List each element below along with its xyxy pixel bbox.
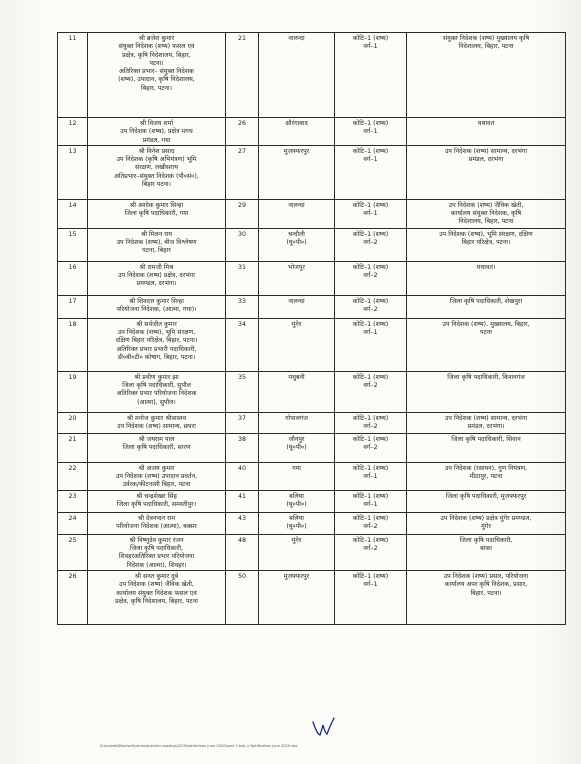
home-district-cell	[259, 199, 335, 228]
new-posting-cell	[407, 145, 566, 199]
new-posting-line: कार्यालय अपर कृषि निदेशक, प्रसार,	[444, 581, 528, 589]
home-district-line: चन्दौली	[288, 230, 305, 238]
table-row	[58, 412, 566, 433]
grade-line: कोटि–1 (शष्य)	[352, 201, 389, 209]
grade-cell	[335, 534, 407, 570]
officer-name-line: श्री अजय कुमार	[138, 464, 175, 472]
grade-cell	[335, 490, 407, 512]
officer-name-line: उप निदेशक (शष्य), बीज विश्लेषण	[116, 239, 197, 247]
officer-name-line: परियोजना निदेशक, (आत्मा, गया)।	[116, 306, 197, 314]
grade-cell	[335, 145, 407, 199]
home-district-line: (यू०पी०)	[286, 501, 307, 509]
grade-line: वर्ग–1	[363, 329, 378, 337]
home-district-cell	[259, 412, 335, 433]
serial-number-cell: 25	[58, 534, 88, 570]
officer-name-line: कार्यालय संयुक्त निदेशक फसल एवं	[116, 589, 197, 597]
new-posting-cell	[407, 199, 566, 228]
new-posting-cell	[407, 412, 566, 433]
home-district-line: बलिया	[289, 492, 304, 500]
officer-name-line: संयुक्त निदेशक (शष्य) फसल एवं	[118, 43, 195, 51]
serial-number-cell: 22	[58, 462, 88, 490]
new-posting-line: प्रमंडल, दरभंगा।	[467, 423, 505, 431]
officer-name-line: श्री मिलन राय	[140, 230, 173, 238]
serial-number-cell: 20	[58, 412, 88, 433]
new-posting-cell	[407, 318, 566, 371]
officer-name-designation-cell	[88, 512, 226, 534]
new-posting-cell	[407, 534, 566, 570]
new-posting-cell	[407, 490, 566, 512]
new-posting-line: जिला कृषि पदाधिकारी, मुजफ्फरपुर	[445, 492, 527, 500]
officer-name-line: जिला कृषि पदाधिकारी, समस्तीपुर।	[116, 501, 197, 509]
home-district-line: औरंगाबाद	[285, 120, 308, 127]
grade-line: कोटि–1 (शष्य)	[352, 536, 389, 544]
officer-name-line: उप निदेशक (शष्य) प्रक्षेत्र, दरभंगा	[118, 272, 195, 280]
officer-name-line: श्री देवनन्दन राम	[137, 514, 176, 522]
home-district-cell	[259, 512, 335, 534]
new-posting-cell	[407, 295, 566, 318]
officer-name-line: श्री चन्द्रशेखर सिंह	[136, 492, 177, 500]
serial-number-cell: 15	[58, 228, 88, 261]
grade-line: कोटि–1 (शष्य)	[352, 147, 389, 155]
grade-line: वर्ग–1	[363, 210, 378, 218]
home-district-cell	[259, 490, 335, 512]
officer-name-line: उप निदेशक (शष्य), भूमि संरक्षण,	[117, 329, 196, 337]
new-posting-line: उप निदेशक (शष्य) सामान्य, दरभंगा	[444, 147, 528, 155]
grade-line: वर्ग–2	[363, 272, 378, 280]
new-posting-cell	[407, 33, 566, 118]
officer-name-line: दक्षिण बिहार परिक्षेत्र, बिहार, पटना।	[115, 337, 198, 345]
officer-name-line: श्री ब्रजेश कुमार	[138, 35, 175, 42]
officer-name-line: पटना।	[149, 59, 164, 67]
officer-name-line: अतिरिक्त प्रभार परियोजना निदेशक	[116, 390, 197, 398]
grade-cell	[335, 462, 407, 490]
new-posting-cell	[407, 118, 566, 146]
table-row	[58, 199, 566, 228]
officer-name-line: श्री रामजी मिश्र	[139, 263, 174, 271]
new-posting-line: उप निदेशक (शष्य) जैविक खेती,	[448, 201, 524, 209]
grade-line: कोटि–1 (शष्य)	[352, 435, 389, 443]
officer-name-line: प्रमण्डल, दरभंगा।	[136, 280, 177, 288]
grade-line: कोटि–1 (शष्य)	[352, 373, 389, 381]
grade-line: कोटि–1 (शष्य)	[352, 230, 389, 238]
home-district-cell	[259, 462, 335, 490]
home-district-cell	[259, 534, 335, 570]
home-district-cell	[259, 261, 335, 295]
officer-name-designation-cell	[88, 145, 226, 199]
officer-name-line: अतिरिक्त प्रभार प्रभारी पदाधिकारी,	[116, 345, 197, 353]
officer-name-designation-cell	[88, 199, 226, 228]
home-district-line: मुजफ्फरपुर	[283, 572, 310, 580]
home-district-cell	[259, 145, 335, 199]
footer-file-path: D:\avjeet\Bihar\adl\varies\transfer posting\2020\sahfertsan june 2020\sanl-1 bub-1 Notification june 2020.doc	[100, 744, 298, 748]
officer-name-line: पटना, बिहार	[142, 247, 171, 255]
home-district-line: मुजफ्फरपुर	[283, 147, 310, 155]
new-posting-line: यथावत।	[476, 263, 496, 271]
serial-number-cell: 12	[58, 118, 88, 146]
grade-line: कोटि–1 (शष्य)	[352, 120, 389, 127]
officer-name-designation-cell	[88, 33, 226, 118]
officer-name-designation-cell	[88, 570, 226, 624]
seniority-number-cell: 29	[226, 199, 259, 228]
home-district-line: (यू०पी०)	[286, 444, 307, 452]
grade-cell	[335, 199, 407, 228]
officer-name-line: शिवहरअतिरिक्त प्रभार परियोजना	[118, 553, 195, 561]
serial-number-cell: 24	[58, 512, 88, 534]
signature-mark	[311, 716, 335, 738]
home-district-line: मुंगेर	[291, 320, 302, 328]
new-posting-line: मीठापुर, पटना	[469, 473, 503, 481]
officer-name-line: संरक्षण, लखीसराय	[134, 164, 179, 172]
grade-line: वर्ग–2	[363, 444, 378, 452]
officer-name-line: प्रक्षेत्र, कृषि निदेशालय, बिहार,	[122, 51, 191, 59]
grade-line: वर्ग–1	[363, 156, 378, 164]
new-posting-line: जिला कृषि पदाधिकारी, शेखपुरा	[449, 297, 523, 305]
home-district-line: मुंगेर	[291, 536, 302, 544]
officer-name-line: उप निदेशक (कृषि अभियंत्रण) भूमि	[116, 156, 197, 164]
table-body	[58, 33, 566, 625]
officer-name-line: श्री विजय शर्मा	[139, 120, 174, 127]
new-posting-line: बिहार, पटना।	[470, 589, 502, 597]
table-row	[58, 512, 566, 534]
home-district-cell	[259, 318, 335, 371]
officer-name-line: अतिप्रभार–संयुक्त निदेशक (पौ०सं०),	[114, 172, 199, 180]
officer-name-line: उप निदेशक (शष्य) उपादान प्रवर्तन,	[115, 473, 197, 481]
grade-line: कोटि–1 (शष्य)	[352, 320, 389, 328]
home-district-line: (यू०पी०)	[286, 239, 307, 247]
seniority-number-cell: 38	[226, 433, 259, 462]
seniority-number-cell: 48	[226, 534, 259, 570]
officer-name-line: जिला कृषि पदाधिकारी,	[129, 545, 184, 553]
seniority-number-cell: 26	[226, 118, 259, 146]
officer-name-line: श्री विनेश प्रसाद	[138, 147, 175, 155]
home-district-line: नालन्दा	[288, 201, 305, 209]
officer-name-line: निदेशक (आत्मा), शिवहर।	[126, 561, 187, 569]
grade-cell	[335, 512, 407, 534]
serial-number-cell: 18	[58, 318, 88, 371]
grade-line: कोटि–1 (शष्य)	[352, 572, 389, 580]
home-district-cell	[259, 570, 335, 624]
officer-name-line: उर्वरक/कीटनाशी बिहार, पटना	[122, 481, 191, 489]
officer-name-designation-cell	[88, 118, 226, 146]
new-posting-line: कार्यालय संयुक्त निदेशक, कृषि	[450, 210, 522, 218]
table-row	[58, 145, 566, 199]
grade-cell	[335, 228, 407, 261]
new-posting-line: जिला कृषि पदाधिकारी, किशनगंज	[447, 373, 525, 381]
new-posting-line: यथावत	[477, 120, 495, 127]
serial-number-cell: 23	[58, 490, 88, 512]
new-posting-cell	[407, 433, 566, 462]
grade-cell	[335, 318, 407, 371]
grade-line: कोटि–1 (शष्य)	[352, 492, 389, 500]
serial-number-cell: 14	[58, 199, 88, 228]
serial-number-cell: 16	[58, 261, 88, 295]
grade-line: कोटि–1 (शष्य)	[352, 263, 389, 271]
grade-cell	[335, 433, 407, 462]
new-posting-line: उप निदेशक (रसायन), गुण नियंत्रण,	[444, 464, 528, 472]
home-district-cell	[259, 228, 335, 261]
grade-line: वर्ग–2	[363, 523, 378, 531]
transfer-posting-table	[57, 32, 566, 625]
table-row	[58, 490, 566, 512]
serial-number-cell: 11	[58, 33, 88, 118]
new-posting-cell	[407, 371, 566, 412]
seniority-number-cell: 43	[226, 512, 259, 534]
new-posting-line: बिहार परिक्षेत्र, पटना।	[461, 239, 511, 247]
grade-cell	[335, 412, 407, 433]
grade-line: वर्ग–2	[363, 382, 378, 390]
officer-name-line: जिला कृषि पदाधिकारी, सारण	[122, 444, 191, 452]
serial-number-cell: 21	[58, 433, 88, 462]
new-posting-line: जिला कृषि पदाधिकारी, सिवान	[451, 435, 521, 443]
home-district-cell	[259, 33, 335, 118]
new-posting-line: निदेशालय, बिहार, पटना	[458, 43, 514, 51]
seniority-number-cell: 35	[226, 371, 259, 412]
new-posting-line: पटना	[480, 329, 492, 337]
officer-name-line: श्री शिवदत्त कुमार सिन्हा	[129, 297, 184, 305]
grade-line: वर्ग–2	[363, 239, 378, 247]
seniority-number-cell: 34	[226, 318, 259, 371]
seniority-number-cell: 30	[226, 228, 259, 261]
officer-name-line: श्री मनोज कुमार श्रीवास्तव	[126, 414, 187, 422]
grade-line: वर्ग–2	[363, 306, 378, 314]
officer-name-line: (आत्मा), सुपौल।	[137, 398, 176, 406]
officer-name-line: बिहार, पटना।	[140, 84, 173, 92]
grade-cell	[335, 570, 407, 624]
home-district-line: नालन्दा	[288, 35, 305, 42]
grade-line: कोटि–1 (शष्य)	[352, 514, 389, 522]
new-posting-cell	[407, 512, 566, 534]
seniority-number-cell: 37	[226, 412, 259, 433]
new-posting-cell	[407, 462, 566, 490]
officer-name-line: बिहार पटना।	[141, 181, 172, 189]
grade-line: कोटि–1 (शष्य)	[352, 414, 389, 422]
officer-name-designation-cell	[88, 412, 226, 433]
home-district-cell	[259, 295, 335, 318]
home-district-line: जौनपुर	[288, 435, 305, 443]
officer-name-line: श्री जयराम पाल	[138, 435, 175, 443]
home-district-cell	[259, 118, 335, 146]
seniority-number-cell: 27	[226, 145, 259, 199]
table-row	[58, 570, 566, 624]
home-district-line: (यू०पी०)	[286, 523, 307, 531]
officer-name-line: श्री विष्णुदेव कुमार रंजन	[129, 536, 184, 544]
new-posting-line: उप निदेशक (शष्य) सामान्य, दरभंगा	[444, 414, 528, 422]
grade-cell	[335, 371, 407, 412]
home-district-line: गया	[292, 464, 301, 472]
officer-name-designation-cell	[88, 433, 226, 462]
grade-line: वर्ग–2	[363, 545, 378, 553]
grade-cell	[335, 33, 407, 118]
officer-name-designation-cell	[88, 534, 226, 570]
officer-name-designation-cell	[88, 462, 226, 490]
officer-name-line: अतिरिक्त प्रभार– संयुक्त निदेशक	[118, 68, 195, 76]
officer-name-line: श्री अशोक कुमार सिन्हा	[129, 201, 184, 209]
new-posting-line: उप निदेशक (शष्य) प्रसार, परियोजना	[443, 572, 529, 580]
new-posting-cell	[407, 228, 566, 261]
grade-cell	[335, 261, 407, 295]
officer-name-line: प्रमंडल, गया	[142, 136, 171, 144]
home-district-line: गोपालगंज	[285, 414, 308, 422]
table-row	[58, 462, 566, 490]
grade-line: वर्ग–1	[363, 128, 378, 136]
grade-line: वर्ग–1	[363, 473, 378, 481]
seniority-number-cell: 40	[226, 462, 259, 490]
officer-name-designation-cell	[88, 318, 226, 371]
officer-name-line: परियोजना निदेशक (आत्मा), बक्सर	[116, 523, 197, 531]
table-row	[58, 433, 566, 462]
serial-number-cell: 13	[58, 145, 88, 199]
grade-line: वर्ग–1	[363, 581, 378, 589]
home-district-line: भोजपुर	[288, 263, 305, 271]
new-posting-line: मुंगेर	[481, 523, 491, 531]
home-district-cell	[259, 433, 335, 462]
grade-line: वर्ग–2	[363, 423, 378, 431]
officer-name-line: डी०बी०टी० कोषांग, बिहार, पटना।	[117, 354, 196, 362]
table-row	[58, 295, 566, 318]
officer-name-line: उप निदेशक (शष्य), प्रक्षेत्र मगध	[120, 128, 193, 136]
new-posting-cell	[407, 570, 566, 624]
seniority-number-cell: 21	[226, 33, 259, 118]
seniority-number-cell: 50	[226, 570, 259, 624]
grade-line: वर्ग–1	[363, 43, 378, 51]
officer-name-designation-cell	[88, 228, 226, 261]
home-district-line: मधुबनी	[288, 373, 305, 381]
table-row	[58, 261, 566, 295]
new-posting-line: निदेशालय, बिहार, पटना	[458, 218, 514, 226]
officer-name-designation-cell	[88, 261, 226, 295]
new-posting-cell	[407, 261, 566, 295]
officer-name-line: जिला कृषि पदाधिकारी, गया	[124, 210, 189, 218]
new-posting-line: उप निदेशक (शष्य), भूमि संरक्षण, दक्षिण	[439, 230, 533, 238]
new-posting-line: उप निदेशक (शष्य) प्रक्षेत्र मुंगेर प्रमण्डल,	[440, 514, 532, 522]
seniority-number-cell: 31	[226, 261, 259, 295]
table-row	[58, 118, 566, 146]
officer-name-line: जिला कृषि पदाधिकारी, सुपौल	[122, 382, 191, 390]
grade-line: कोटि–1 (शष्य)	[352, 35, 389, 42]
grade-line: वर्ग–1	[363, 501, 378, 509]
new-posting-line: बांका	[480, 545, 492, 553]
officer-name-designation-cell	[88, 490, 226, 512]
new-posting-line: संयुक्त निदेशक (शष्य) मुख्यालय कृषि	[442, 35, 530, 42]
new-posting-line: जिला कृषि पदाधिकारी,	[459, 536, 513, 544]
officer-name-line: प्रक्षेत्र, कृषि निदेशालय, बिहार, पटना	[115, 597, 198, 605]
officer-name-line: श्री सर्वजीत कुमार	[136, 320, 177, 328]
officer-name-line: उप निदेशक (शष्य) जैविक खेती,	[119, 581, 194, 589]
grade-line: कोटि–1 (शष्य)	[352, 297, 389, 305]
seniority-number-cell: 33	[226, 295, 259, 318]
grade-line: कोटि–1 (शष्य)	[352, 464, 389, 472]
serial-number-cell: 26	[58, 570, 88, 624]
officer-name-line: श्री सनत कुमार दूबे	[134, 572, 179, 580]
officer-name-designation-cell	[88, 371, 226, 412]
officer-name-designation-cell	[88, 295, 226, 318]
new-posting-line: प्रमंडल, दरभंगा	[468, 156, 504, 164]
serial-number-cell: 19	[58, 371, 88, 412]
home-district-line: नालन्दा	[288, 297, 305, 305]
officer-name-line: श्री प्रवीण कुमार झा	[134, 373, 179, 381]
home-district-cell	[259, 371, 335, 412]
grade-cell	[335, 118, 407, 146]
table-row	[58, 228, 566, 261]
seniority-number-cell: 41	[226, 490, 259, 512]
new-posting-line: उप निदेशक (शष्य), मुख्यालय, बिहार,	[442, 320, 530, 328]
table-row	[58, 371, 566, 412]
table-row	[58, 534, 566, 570]
officer-name-line: उप निदेशक (शष्य) सामान्य, छपरा	[117, 423, 196, 431]
home-district-line: बलिया	[289, 514, 304, 522]
table-row	[58, 33, 566, 118]
serial-number-cell: 17	[58, 295, 88, 318]
officer-name-line: (शष्य), उपादान, कृषि निदेशालय,	[118, 76, 195, 84]
table-row	[58, 318, 566, 371]
grade-cell	[335, 295, 407, 318]
